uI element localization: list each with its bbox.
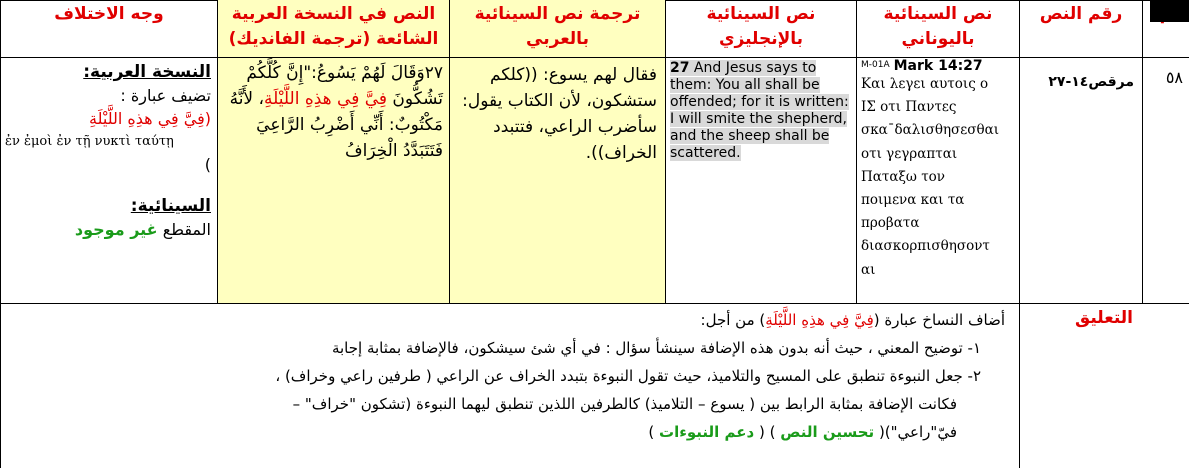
- greek-line: Παταξω τον: [861, 168, 946, 185]
- comment-intro-phrase: فِيَّ فِي هذِهِ اللَّيْلَةِ: [765, 311, 874, 329]
- greek-line: αι: [861, 261, 876, 278]
- black-corner-block: [1150, 0, 1189, 22]
- comment-point-2-line-3: فيّ"راعي")(: [874, 423, 957, 441]
- comment-tag-close: ): [648, 423, 659, 441]
- diff-added-phrase: (فِيَّ فِي هذِهِ اللَّيْلَةِ: [88, 109, 211, 128]
- cell-english: [666, 58, 857, 304]
- arabic-translation-text: فقال لهم يسوع: ((كلكم ستشكون، لأن الكتاب يقول: سأضرب الراعي، فتتبدد الخراف)).: [462, 65, 657, 163]
- cell-van-dyck: [218, 58, 450, 304]
- greek-line: Και λεγει αυτοις ο: [861, 76, 989, 92]
- comment-tag-support-prophecy: دعم النبوءات: [659, 423, 755, 441]
- header-van-dyck-line1: النص في النسخة العربية: [231, 4, 436, 24]
- english-verse-number: 27: [670, 60, 690, 76]
- header-english-line2: بالإنجليزي: [718, 29, 804, 49]
- cell-reference: [1020, 58, 1143, 304]
- row-serial-number: ٥٨: [1165, 68, 1183, 87]
- header-difference-label: وجه الاختلاف: [54, 4, 164, 24]
- greek-line: ΙΣ οτι Παντες: [861, 99, 957, 116]
- header-van-dyck: [218, 0, 450, 58]
- greek-manuscript-tag: M-01A: [861, 60, 890, 70]
- comment-tag-improve-text: تحسين النص: [780, 423, 875, 441]
- greek-line: οτι γεγραπται: [861, 145, 958, 162]
- header-arabic-translation: [450, 0, 666, 58]
- diff-greek-phrase: ἐν ἐμοὶ ἐν τῇ νυκτὶ ταύτῃ: [5, 134, 174, 149]
- header-english: [666, 0, 857, 58]
- diff-close-paren: ): [204, 155, 211, 174]
- header-van-dyck-line2: الشائعة (ترجمة الفانديك): [228, 29, 439, 49]
- comment-intro-end: ) من أجل:: [700, 311, 766, 329]
- greek-line: προβατα: [861, 215, 920, 232]
- header-difference: [0, 0, 218, 58]
- header-text-number-label: رقم النص: [1039, 4, 1123, 24]
- greek-text-lines: [861, 73, 1016, 282]
- greek-line: σκα¯δαλισθησεσθαι: [861, 122, 1000, 139]
- comment-label: التعليق: [1075, 308, 1133, 328]
- header-greek: [857, 0, 1020, 58]
- cell-serial: [1143, 58, 1189, 304]
- cell-greek: [857, 58, 1020, 304]
- van-dyck-added-phrase: فِيَّ فِي هذِهِ اللَّيْلَةِ: [264, 89, 388, 109]
- header-arabic-line1: ترجمة نص السينائية: [474, 4, 641, 24]
- comment-point-2-line-1: ٢- جعل النبوءة تنطبق على المسيح والتلاميذ، حيث تقول النبوءة بتبدد الخراف عن الراعي ( طرفين راعي وخراف) ،: [275, 367, 981, 385]
- greek-title: Mark 14:27: [893, 58, 983, 74]
- van-dyck-text-end: ، لأَنَّهُ مَكْتُوبٌ: أَنِّي أَضْرِبُ الرَّاعِيَ فَتَتَبَدَّدُ الْخِرَافُ: [229, 89, 443, 161]
- header-text-number: [1020, 0, 1143, 58]
- diff-sinai-text: المقطع: [157, 220, 211, 239]
- comment-point-2-line-2: فكانت الإضافة بمثابة الرابط بين ( يسوع – التلاميذ) كالطرفين اللذين تنطبق ليهما النبوءة (تشكون "خراف" –: [292, 395, 957, 413]
- english-verse-text: And Jesus says to them: You all shall be offended; for it is written: I will smite the shepherd, and the sheep shall be scattered.: [670, 60, 849, 161]
- comment-intro-start: أضاف النساخ عبارة (: [873, 311, 1005, 329]
- diff-arabic-title: النسخة العربية:: [83, 62, 211, 82]
- diff-sinai-title: السينائية:: [130, 196, 211, 216]
- diff-adds-phrase: تضيف عبارة :: [120, 86, 211, 105]
- cell-difference: [0, 58, 218, 304]
- header-greek-line1: نص السينائية: [883, 4, 993, 24]
- header-english-line1: نص السينائية: [706, 4, 816, 24]
- cell-arabic-translation: [450, 58, 666, 304]
- cell-comment-label: [1020, 304, 1189, 468]
- comment-tag-separator: ) (: [754, 423, 781, 441]
- greek-line: ποιμενα και τα: [861, 192, 965, 209]
- van-dyck-text-start: ٢٧وَقَالَ لَهُمْ يَسُوعُ:"إِنَّ كُلَّكُمْ تَشُكُّونَ: [246, 63, 443, 109]
- comment-point-1: ١- توضيح المعني ، حيث أنه بدون هذه الإضافة سينشأ سؤال : في أي شئ سيشكون، فالإضافة بمثابة إجابة: [331, 339, 981, 357]
- greek-line: διασκορπισθησοντ: [861, 238, 990, 255]
- header-greek-line2: باليوناني: [901, 29, 975, 49]
- verse-reference: مرقص١٤-٢٧: [1048, 74, 1134, 90]
- diff-sinai-missing: غير موجود: [74, 220, 158, 239]
- cell-comment-body: [0, 304, 1020, 468]
- header-arabic-line2: بالعربي: [526, 29, 589, 49]
